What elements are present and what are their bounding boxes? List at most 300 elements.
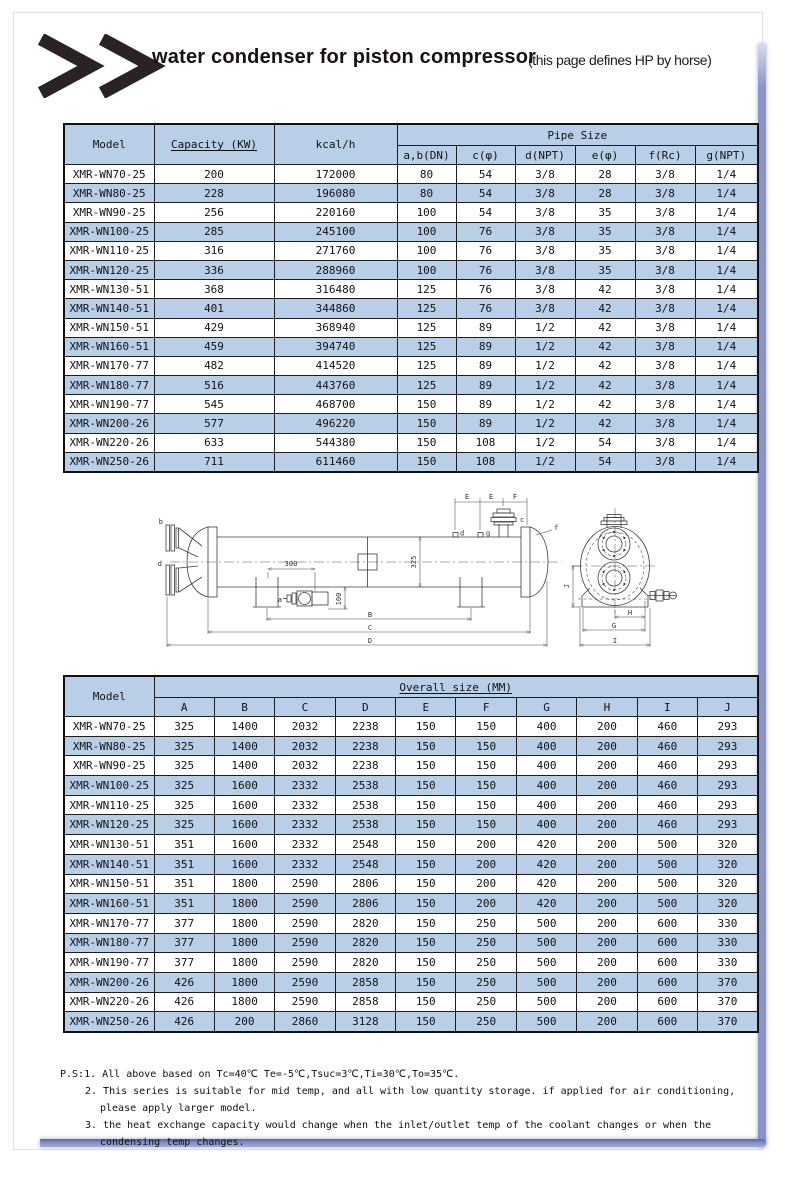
value-cell: 200 bbox=[577, 854, 637, 874]
value-cell: 330 bbox=[698, 913, 758, 933]
value-cell: 200 bbox=[456, 835, 516, 855]
value-cell: 400 bbox=[516, 815, 576, 835]
value-cell: 2820 bbox=[335, 933, 395, 953]
value-cell: 200 bbox=[577, 756, 637, 776]
value-cell: 1/2 bbox=[515, 395, 575, 414]
value-cell: 288960 bbox=[274, 260, 397, 279]
value-cell: 1400 bbox=[214, 756, 274, 776]
value-cell: 3/8 bbox=[515, 241, 575, 260]
value-cell: 200 bbox=[577, 874, 637, 894]
model-cell: XMR-WN190-77 bbox=[64, 395, 154, 414]
page-subtitle: (this page defines HP by horse) bbox=[528, 52, 712, 68]
value-cell: 1/4 bbox=[695, 184, 758, 203]
value-cell: 1/4 bbox=[695, 433, 758, 452]
value-cell: 250 bbox=[456, 933, 516, 953]
value-cell: 600 bbox=[637, 913, 697, 933]
value-cell: 150 bbox=[396, 717, 456, 737]
table-row bbox=[64, 756, 758, 776]
value-cell: 426 bbox=[154, 1012, 214, 1032]
value-cell: 125 bbox=[397, 318, 456, 337]
value-cell: 28 bbox=[575, 184, 635, 203]
value-cell: 600 bbox=[637, 972, 697, 992]
value-cell: 420 bbox=[516, 854, 576, 874]
value-cell: 1/4 bbox=[695, 414, 758, 433]
value-cell: 271760 bbox=[274, 241, 397, 260]
value-cell: 3/8 bbox=[635, 165, 695, 184]
col-header-e-phi: e(φ) bbox=[575, 146, 635, 165]
value-cell: 1800 bbox=[214, 953, 274, 973]
model-cell: XMR-WN180-77 bbox=[64, 376, 154, 395]
table-row bbox=[64, 736, 758, 756]
model-cell: XMR-WN250-26 bbox=[64, 1012, 154, 1032]
value-cell: 600 bbox=[637, 953, 697, 973]
value-cell: 42 bbox=[575, 356, 635, 375]
value-cell: 320 bbox=[698, 854, 758, 874]
value-cell: 414520 bbox=[274, 356, 397, 375]
value-cell: 600 bbox=[637, 1012, 697, 1032]
value-cell: 35 bbox=[575, 222, 635, 241]
value-cell: 3/8 bbox=[635, 241, 695, 260]
col-header-h: H bbox=[577, 698, 637, 717]
value-cell: 108 bbox=[456, 452, 515, 472]
value-cell: 220160 bbox=[274, 203, 397, 222]
value-cell: 2590 bbox=[275, 933, 335, 953]
value-cell: 500 bbox=[516, 992, 576, 1012]
col-header-c: C bbox=[275, 698, 335, 717]
table-row bbox=[64, 1012, 758, 1032]
value-cell: 400 bbox=[516, 717, 576, 737]
model-cell: XMR-WN170-77 bbox=[64, 356, 154, 375]
table-row bbox=[64, 452, 758, 472]
value-cell: 600 bbox=[637, 992, 697, 1012]
value-cell: 150 bbox=[456, 717, 516, 737]
table-row bbox=[64, 776, 758, 796]
value-cell: 250 bbox=[456, 913, 516, 933]
value-cell: 245100 bbox=[274, 222, 397, 241]
table-row bbox=[64, 356, 758, 375]
value-cell: 460 bbox=[637, 795, 697, 815]
value-cell: 108 bbox=[456, 433, 515, 452]
value-cell: 54 bbox=[456, 165, 515, 184]
value-cell: 1/4 bbox=[695, 203, 758, 222]
model-cell: XMR-WN190-77 bbox=[64, 953, 154, 973]
value-cell: 100 bbox=[397, 203, 456, 222]
value-cell: 2538 bbox=[335, 815, 395, 835]
value-cell: 1/4 bbox=[695, 395, 758, 414]
model-cell: XMR-WN150-51 bbox=[64, 874, 154, 894]
value-cell: 2590 bbox=[275, 913, 335, 933]
table-row bbox=[64, 913, 758, 933]
value-cell: 42 bbox=[575, 414, 635, 433]
col-header-capacity: Capacity (KW) bbox=[154, 124, 274, 165]
value-cell: 600 bbox=[637, 933, 697, 953]
value-cell: 400 bbox=[516, 756, 576, 776]
table-row bbox=[64, 241, 758, 260]
value-cell: 460 bbox=[637, 736, 697, 756]
model-cell: XMR-WN120-25 bbox=[64, 260, 154, 279]
dim-c: C bbox=[367, 624, 373, 632]
value-cell: 500 bbox=[516, 933, 576, 953]
col-header-j: J bbox=[698, 698, 758, 717]
value-cell: 76 bbox=[456, 260, 515, 279]
value-cell: 1/2 bbox=[515, 356, 575, 375]
value-cell: 420 bbox=[516, 835, 576, 855]
nozzle-label-d-top: d bbox=[460, 529, 465, 538]
value-cell: 1/2 bbox=[515, 433, 575, 452]
nozzle-label-a: a bbox=[277, 596, 282, 604]
value-cell: 256 bbox=[154, 203, 274, 222]
value-cell: 89 bbox=[456, 356, 515, 375]
value-cell: 3/8 bbox=[635, 433, 695, 452]
table-row bbox=[64, 854, 758, 874]
value-cell: 76 bbox=[456, 299, 515, 318]
value-cell: 150 bbox=[397, 452, 456, 472]
value-cell: 325 bbox=[154, 795, 214, 815]
value-cell: 3/8 bbox=[515, 280, 575, 299]
value-cell: 172000 bbox=[274, 165, 397, 184]
value-cell: 42 bbox=[575, 395, 635, 414]
value-cell: 368 bbox=[154, 280, 274, 299]
value-cell: 460 bbox=[637, 815, 697, 835]
value-cell: 89 bbox=[456, 318, 515, 337]
table-row bbox=[64, 165, 758, 184]
value-cell: 150 bbox=[456, 756, 516, 776]
dim-e2: E bbox=[488, 493, 494, 501]
value-cell: 1600 bbox=[214, 835, 274, 855]
table-row bbox=[64, 260, 758, 279]
value-cell: 150 bbox=[396, 972, 456, 992]
value-cell: 2238 bbox=[335, 756, 395, 776]
value-cell: 42 bbox=[575, 299, 635, 318]
value-cell: 320 bbox=[698, 874, 758, 894]
value-cell: 3/8 bbox=[515, 299, 575, 318]
footnotes bbox=[60, 1066, 740, 1151]
value-cell: 500 bbox=[516, 972, 576, 992]
value-cell: 2860 bbox=[275, 1012, 335, 1032]
col-header-model: Model bbox=[64, 124, 154, 165]
value-cell: 1/4 bbox=[695, 260, 758, 279]
value-cell: 1600 bbox=[214, 776, 274, 796]
table-row bbox=[64, 894, 758, 914]
value-cell: 370 bbox=[698, 1012, 758, 1032]
value-cell: 293 bbox=[698, 815, 758, 835]
table-row bbox=[64, 280, 758, 299]
value-cell: 89 bbox=[456, 337, 515, 356]
dim-i: I bbox=[612, 637, 618, 645]
value-cell: 1/2 bbox=[515, 318, 575, 337]
col-header-g: G bbox=[516, 698, 576, 717]
value-cell: 150 bbox=[456, 736, 516, 756]
value-cell: 2238 bbox=[335, 717, 395, 737]
table-row bbox=[64, 433, 758, 452]
value-cell: 544380 bbox=[274, 433, 397, 452]
value-cell: 500 bbox=[637, 874, 697, 894]
value-cell: 1/4 bbox=[695, 337, 758, 356]
value-cell: 250 bbox=[456, 953, 516, 973]
col-header-ab-dn: a,b(DN) bbox=[397, 146, 456, 165]
value-cell: 482 bbox=[154, 356, 274, 375]
dim-e1: E bbox=[464, 493, 470, 501]
value-cell: 377 bbox=[154, 953, 214, 973]
col-header-kcal: kcal/h bbox=[274, 124, 397, 165]
value-cell: 2590 bbox=[275, 874, 335, 894]
value-cell: 330 bbox=[698, 933, 758, 953]
value-cell: 2332 bbox=[275, 815, 335, 835]
value-cell: 2538 bbox=[335, 776, 395, 796]
value-cell: 150 bbox=[396, 913, 456, 933]
value-cell: 3/8 bbox=[515, 260, 575, 279]
value-cell: 150 bbox=[396, 953, 456, 973]
footnote-line: 2. This series is suitable for mid temp, and all with low quantity storage. if applied for air conditioning, bbox=[85, 1086, 736, 1097]
value-cell: 42 bbox=[575, 318, 635, 337]
value-cell: 3/8 bbox=[635, 356, 695, 375]
value-cell: 2590 bbox=[275, 992, 335, 1012]
value-cell: 42 bbox=[575, 337, 635, 356]
value-cell: 368940 bbox=[274, 318, 397, 337]
dim-100: 100 bbox=[335, 592, 343, 606]
value-cell: 100 bbox=[397, 260, 456, 279]
value-cell: 420 bbox=[516, 874, 576, 894]
footnote-line: please apply larger model. bbox=[100, 1103, 257, 1114]
value-cell: 200 bbox=[577, 776, 637, 796]
value-cell: 3/8 bbox=[635, 452, 695, 472]
group-header-pipe-size: Pipe Size bbox=[397, 124, 758, 146]
value-cell: 100 bbox=[397, 241, 456, 260]
table-row bbox=[64, 222, 758, 241]
value-cell: 3/8 bbox=[515, 222, 575, 241]
value-cell: 577 bbox=[154, 414, 274, 433]
value-cell: 1/4 bbox=[695, 280, 758, 299]
group-header-overall-size: Overall size (MM) bbox=[154, 676, 758, 698]
value-cell: 54 bbox=[456, 203, 515, 222]
value-cell: 76 bbox=[456, 241, 515, 260]
value-cell: 377 bbox=[154, 913, 214, 933]
value-cell: 2238 bbox=[335, 736, 395, 756]
table-row bbox=[64, 933, 758, 953]
value-cell: 150 bbox=[397, 433, 456, 452]
value-cell: 125 bbox=[397, 299, 456, 318]
value-cell: 200 bbox=[577, 992, 637, 1012]
col-header-i: I bbox=[637, 698, 697, 717]
value-cell: 2590 bbox=[275, 953, 335, 973]
value-cell: 500 bbox=[516, 953, 576, 973]
footnote-line: 3. the heat exchange capacity would change when the inlet/outlet temp of the coolant changes or when the bbox=[85, 1120, 712, 1131]
value-cell: 1600 bbox=[214, 815, 274, 835]
dim-h: H bbox=[627, 609, 633, 617]
value-cell: 1/4 bbox=[695, 222, 758, 241]
model-cell: XMR-WN200-26 bbox=[64, 414, 154, 433]
value-cell: 28 bbox=[575, 165, 635, 184]
value-cell: 125 bbox=[397, 376, 456, 395]
value-cell: 3/8 bbox=[635, 280, 695, 299]
value-cell: 2032 bbox=[275, 736, 335, 756]
value-cell: 150 bbox=[396, 894, 456, 914]
value-cell: 200 bbox=[456, 894, 516, 914]
col-header-d: D bbox=[335, 698, 395, 717]
value-cell: 468700 bbox=[274, 395, 397, 414]
value-cell: 80 bbox=[397, 184, 456, 203]
model-cell: XMR-WN220-26 bbox=[64, 992, 154, 1012]
value-cell: 2032 bbox=[275, 717, 335, 737]
model-cell: XMR-WN180-77 bbox=[64, 933, 154, 953]
value-cell: 200 bbox=[577, 972, 637, 992]
value-cell: 711 bbox=[154, 452, 274, 472]
col-header-c-phi: c(φ) bbox=[456, 146, 515, 165]
model-cell: XMR-WN70-25 bbox=[64, 717, 154, 737]
table-row bbox=[64, 203, 758, 222]
value-cell: 325 bbox=[154, 736, 214, 756]
model-cell: XMR-WN70-25 bbox=[64, 165, 154, 184]
value-cell: 150 bbox=[456, 815, 516, 835]
value-cell: 1800 bbox=[214, 933, 274, 953]
value-cell: 420 bbox=[516, 894, 576, 914]
technical-drawing bbox=[50, 478, 760, 678]
value-cell: 42 bbox=[575, 376, 635, 395]
value-cell: 250 bbox=[456, 992, 516, 1012]
value-cell: 1/4 bbox=[695, 452, 758, 472]
value-cell: 150 bbox=[396, 992, 456, 1012]
value-cell: 316 bbox=[154, 241, 274, 260]
table-row bbox=[64, 972, 758, 992]
value-cell: 1/4 bbox=[695, 299, 758, 318]
model-cell: XMR-WN250-26 bbox=[64, 452, 154, 472]
col-header-f: F bbox=[456, 698, 516, 717]
table-row bbox=[64, 299, 758, 318]
value-cell: 2332 bbox=[275, 835, 335, 855]
model-cell: XMR-WN150-51 bbox=[64, 318, 154, 337]
table-row bbox=[64, 835, 758, 855]
value-cell: 100 bbox=[397, 222, 456, 241]
table-row bbox=[64, 318, 758, 337]
value-cell: 2538 bbox=[335, 795, 395, 815]
value-cell: 1800 bbox=[214, 894, 274, 914]
value-cell: 1800 bbox=[214, 992, 274, 1012]
page-title: water condenser for piston compressor bbox=[152, 46, 537, 68]
value-cell: 1400 bbox=[214, 717, 274, 737]
value-cell: 1/4 bbox=[695, 356, 758, 375]
value-cell: 35 bbox=[575, 241, 635, 260]
value-cell: 351 bbox=[154, 854, 214, 874]
value-cell: 200 bbox=[456, 854, 516, 874]
dim-b: B bbox=[367, 611, 373, 619]
table-row bbox=[64, 795, 758, 815]
value-cell: 3/8 bbox=[515, 203, 575, 222]
value-cell: 293 bbox=[698, 776, 758, 796]
value-cell: 3/8 bbox=[635, 184, 695, 203]
value-cell: 200 bbox=[577, 815, 637, 835]
value-cell: 125 bbox=[397, 337, 456, 356]
value-cell: 344860 bbox=[274, 299, 397, 318]
value-cell: 200 bbox=[456, 874, 516, 894]
value-cell: 150 bbox=[396, 736, 456, 756]
model-cell: XMR-WN110-25 bbox=[64, 241, 154, 260]
value-cell: 200 bbox=[154, 165, 274, 184]
value-cell: 496220 bbox=[274, 414, 397, 433]
value-cell: 1/4 bbox=[695, 241, 758, 260]
value-cell: 200 bbox=[214, 1012, 274, 1032]
model-cell: XMR-WN220-26 bbox=[64, 433, 154, 452]
value-cell: 150 bbox=[396, 756, 456, 776]
value-cell: 89 bbox=[456, 395, 515, 414]
value-cell: 293 bbox=[698, 756, 758, 776]
value-cell: 3128 bbox=[335, 1012, 395, 1032]
value-cell: 1600 bbox=[214, 795, 274, 815]
table-row bbox=[64, 874, 758, 894]
value-cell: 426 bbox=[154, 992, 214, 1012]
dim-325: 325 bbox=[410, 555, 418, 569]
value-cell: 200 bbox=[577, 1012, 637, 1032]
value-cell: 516 bbox=[154, 376, 274, 395]
col-header-e: E bbox=[396, 698, 456, 717]
value-cell: 400 bbox=[516, 776, 576, 796]
value-cell: 150 bbox=[397, 395, 456, 414]
value-cell: 2332 bbox=[275, 854, 335, 874]
value-cell: 200 bbox=[577, 795, 637, 815]
value-cell: 460 bbox=[637, 717, 697, 737]
value-cell: 429 bbox=[154, 318, 274, 337]
model-cell: XMR-WN170-77 bbox=[64, 913, 154, 933]
model-cell: XMR-WN160-51 bbox=[64, 337, 154, 356]
value-cell: 1/2 bbox=[515, 337, 575, 356]
model-cell: XMR-WN90-25 bbox=[64, 203, 154, 222]
value-cell: 3/8 bbox=[515, 165, 575, 184]
value-cell: 35 bbox=[575, 203, 635, 222]
value-cell: 54 bbox=[575, 433, 635, 452]
value-cell: 2806 bbox=[335, 874, 395, 894]
value-cell: 325 bbox=[154, 815, 214, 835]
value-cell: 325 bbox=[154, 756, 214, 776]
value-cell: 500 bbox=[637, 894, 697, 914]
model-cell: XMR-WN130-51 bbox=[64, 280, 154, 299]
table-row bbox=[64, 395, 758, 414]
value-cell: 1/4 bbox=[695, 165, 758, 184]
value-cell: 500 bbox=[516, 913, 576, 933]
value-cell: 150 bbox=[396, 874, 456, 894]
dim-d: D bbox=[367, 637, 373, 645]
col-header-b: B bbox=[214, 698, 274, 717]
value-cell: 3/8 bbox=[635, 299, 695, 318]
value-cell: 1/2 bbox=[515, 414, 575, 433]
value-cell: 377 bbox=[154, 933, 214, 953]
model-cell: XMR-WN100-25 bbox=[64, 222, 154, 241]
value-cell: 150 bbox=[456, 776, 516, 796]
model-cell: XMR-WN140-51 bbox=[64, 299, 154, 318]
model-cell: XMR-WN120-25 bbox=[64, 815, 154, 835]
value-cell: 196080 bbox=[274, 184, 397, 203]
value-cell: 1800 bbox=[214, 913, 274, 933]
value-cell: 1/2 bbox=[515, 376, 575, 395]
value-cell: 1/2 bbox=[515, 452, 575, 472]
value-cell: 54 bbox=[575, 452, 635, 472]
value-cell: 400 bbox=[516, 736, 576, 756]
value-cell: 150 bbox=[396, 795, 456, 815]
value-cell: 351 bbox=[154, 835, 214, 855]
value-cell: 150 bbox=[456, 795, 516, 815]
nozzle-label-g: g bbox=[486, 529, 491, 538]
value-cell: 545 bbox=[154, 395, 274, 414]
value-cell: 351 bbox=[154, 894, 214, 914]
model-cell: XMR-WN140-51 bbox=[64, 854, 154, 874]
value-cell: 316480 bbox=[274, 280, 397, 299]
value-cell: 3/8 bbox=[635, 260, 695, 279]
overall-size-table bbox=[63, 675, 759, 1033]
value-cell: 76 bbox=[456, 280, 515, 299]
value-cell: 76 bbox=[456, 222, 515, 241]
value-cell: 35 bbox=[575, 260, 635, 279]
model-cell: XMR-WN160-51 bbox=[64, 894, 154, 914]
dim-g: G bbox=[611, 622, 617, 630]
value-cell: 293 bbox=[698, 795, 758, 815]
